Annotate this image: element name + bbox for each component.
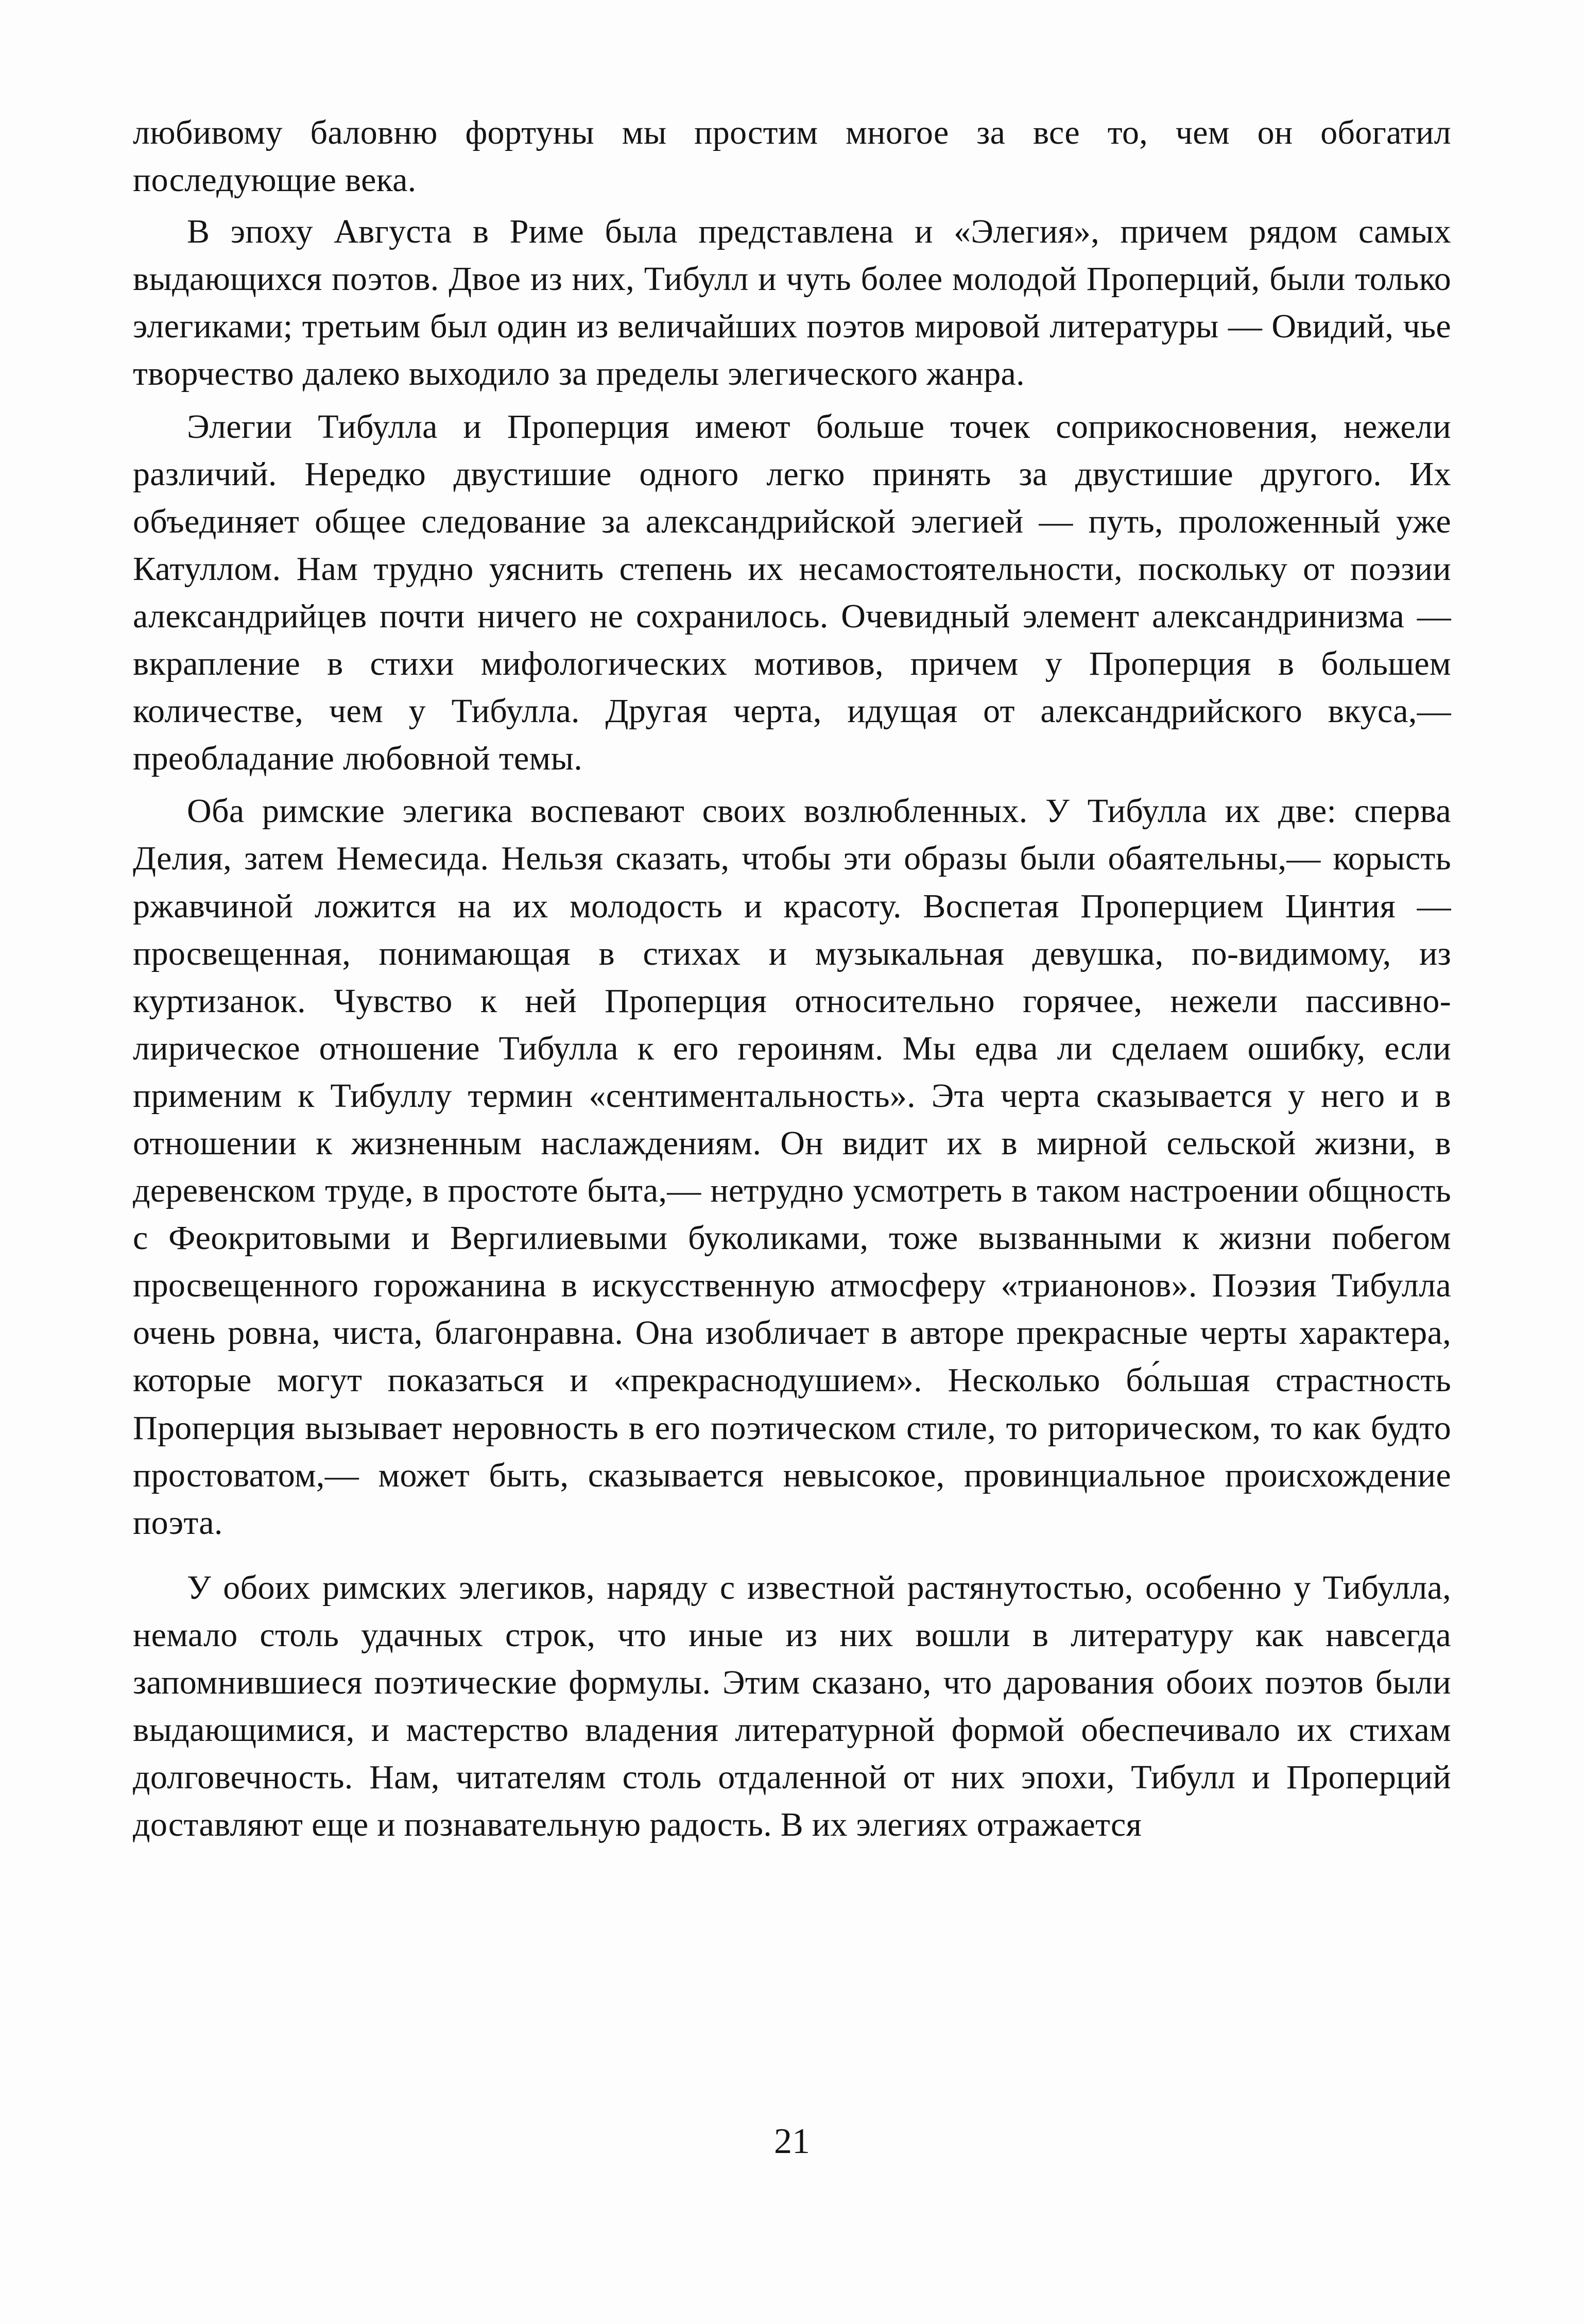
paragraph-2: В эпоху Августа в Риме была представлена и «Элегия», причем рядом самых выдающихся поэтов. Двое из них, Тибулл и чуть более молодой Проперций, были только элегиками; третьим был один из величайших поэтов мировой литературы — Овидий, чье творчество далеко выходило за пределы элегического жанра. (133, 213, 1451, 393)
paragraph-4: Оба римские элегика воспевают своих возлюбленных. У Тибулла их две: сперва Делия, затем Немесида. Нельзя сказать, чтобы эти образы были обаятельны,— корысть ржавчиной ложится на их молодость и красоту. Воспетая Проперцием Цинтия — просвещенная, понимающая в стихах и музыкальная девушка, по-видимому, из куртизанок. Чувство к ней Проперция относительно горячее, нежели пассивно-лирическое отношение Тибулла к его героиням. Мы едва ли сделаем ошибку, если применим к Тибуллу термин «сентиментальность». Эта черта сказывается у него и в отношении к жизненным наслаждениям. Он видит их в мирной сельской жизни, в деревенском труде, в простоте быта,— нетрудно усмотреть в таком настроении общность с Феокритовыми и Вергилиевыми буколиками, тоже вызванными к жизни побегом просвещенного горожанина в искусственную атмосферу «трианонов». Поэзия Тибулла очень ровна, чиста, благонравна. Она изобличает в авторе прекрасные черты характера, которые могут показаться и «прекраснодушием». Несколько бо́льшая страстность Проперция вызывает неровность в его поэтическом стиле, то риторическом, то как будто простоватом,— может быть, сказывается невысокое, провинциальное происхождение поэта. (133, 792, 1451, 1542)
paragraph-1: любивому баловню фортуны мы простим многое за все то, чем он обогатил последующие века. (133, 114, 1451, 199)
page-number: 21 (774, 2122, 810, 2161)
paragraph-3: Элегии Тибулла и Проперция имеют больше точек соприкосновения, нежели различий. Нередко двустишие одного легко принять за двустишие другого. Их объединяет общее следование за александрийской элегией — путь, проложенный уже Катуллом. Нам трудно уяснить степень их несамостоятельности, поскольку от поэзии александрийцев почти ничего не сохранилось. Очевидный элемент александринизма — вкрапление в стихи мифологических мотивов, причем у Проперция в большем количестве, чем у Тибулла. Другая черта, идущая от александрийского вкуса,— преобладание любовной темы. (133, 407, 1451, 778)
paragraph-5: У обоих римских элегиков, наряду с известной растянутостью, особенно у Тибулла, немало столь удачных строк, что иные из них вошли в литературу как навсегда запомнившиеся поэтические формулы. Этим сказано, что дарования обоих поэтов были выдающимися, и мастерство владения литературной формой обеспечивало их стихам долговечность. Нам, читателям столь отдаленной от них эпохи, Тибулл и Проперций доставляют еще и познавательную радость. В их элегиях отражается (133, 1568, 1451, 1844)
body-text (133, 109, 1451, 1849)
